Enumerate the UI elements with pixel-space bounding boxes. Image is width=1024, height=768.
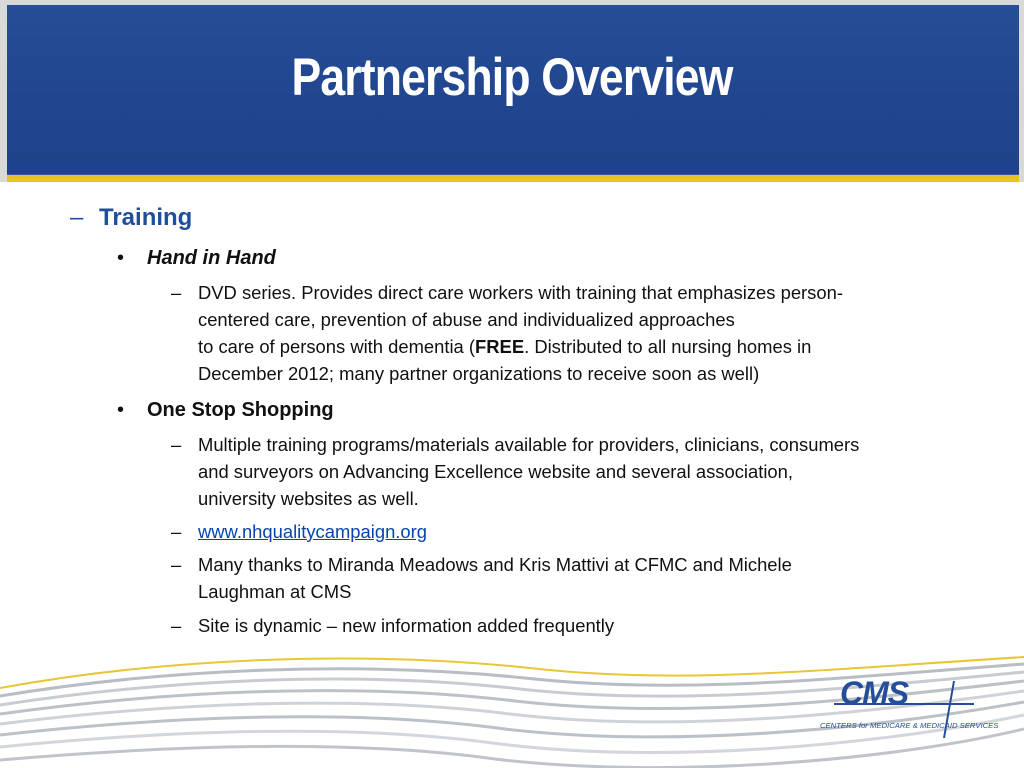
training-materials-line-1 — [171, 431, 1021, 458]
training-materials-line-3 — [171, 485, 1011, 512]
hand-in-hand-detail-text: DVD series. Provides direct care workers with training that emphasizes person- — [198, 282, 843, 303]
hand-in-hand-detail-line-2 — [171, 306, 1011, 333]
bullet-marker: • — [117, 399, 125, 421]
hand-in-hand-detail-line-3 — [171, 333, 1011, 360]
detail-dash-marker: – — [171, 282, 182, 303]
detail-dash-marker: – — [171, 521, 182, 542]
thanks-line-2 — [171, 578, 1011, 605]
website-link-item[interactable] — [171, 518, 1011, 545]
section-dash-marker: – — [70, 204, 84, 231]
cms-logo — [794, 674, 999, 738]
hand-in-hand-item — [117, 244, 276, 272]
thanks-line-1 — [171, 551, 1011, 578]
one-stop-shopping-item — [117, 396, 334, 424]
detail-dash-marker: – — [171, 615, 182, 636]
bullet-marker: • — [117, 247, 125, 269]
slide-title: Partnership Overview — [291, 48, 733, 107]
training-heading — [70, 202, 192, 234]
hand-in-hand-detail-line-1 — [171, 279, 1011, 306]
free-suffix-text: . Distributed to all nursing homes in — [524, 336, 812, 357]
hand-in-hand-detail-text: centered care, prevention of abuse and individualized approaches — [198, 309, 735, 330]
hand-in-hand-detail-line-4 — [171, 360, 1011, 387]
cms-wordmark: CMS — [840, 675, 909, 711]
detail-dash-marker: – — [171, 554, 182, 575]
training-materials-text: university websites as well. — [198, 488, 419, 509]
free-emphasis-text: FREE — [475, 336, 525, 357]
detail-dash-marker: – — [171, 434, 182, 455]
nh-quality-campaign-link[interactable]: www.nhqualitycampaign.org — [198, 521, 427, 542]
hand-in-hand-detail-text: December 2012; many partner organizations to receive soon as well) — [198, 363, 760, 384]
hand-in-hand-detail-text — [198, 333, 811, 360]
thanks-text: Many thanks to Miranda Meadows and Kris Mattivi at CFMC and Michele — [198, 554, 792, 575]
training-materials-line-2 — [171, 458, 1011, 485]
site-dynamic-line — [171, 612, 1011, 639]
training-heading-label: Training — [99, 204, 193, 231]
free-prefix-text: to care of persons with dementia ( — [198, 336, 476, 357]
cms-subtitle: CENTERS for MEDICARE & MEDICAID SERVICES — [820, 721, 999, 730]
training-materials-text: and surveyors on Advancing Excellence website and several association, — [198, 461, 793, 482]
training-materials-text: Multiple training programs/materials available for providers, clinicians, consumers — [198, 434, 860, 455]
one-stop-shopping-label: One Stop Shopping — [147, 399, 334, 421]
hand-in-hand-label: Hand in Hand — [147, 247, 276, 269]
site-dynamic-text: Site is dynamic – new information added frequently — [198, 615, 615, 636]
thanks-text: Laughman at CMS — [198, 581, 352, 602]
